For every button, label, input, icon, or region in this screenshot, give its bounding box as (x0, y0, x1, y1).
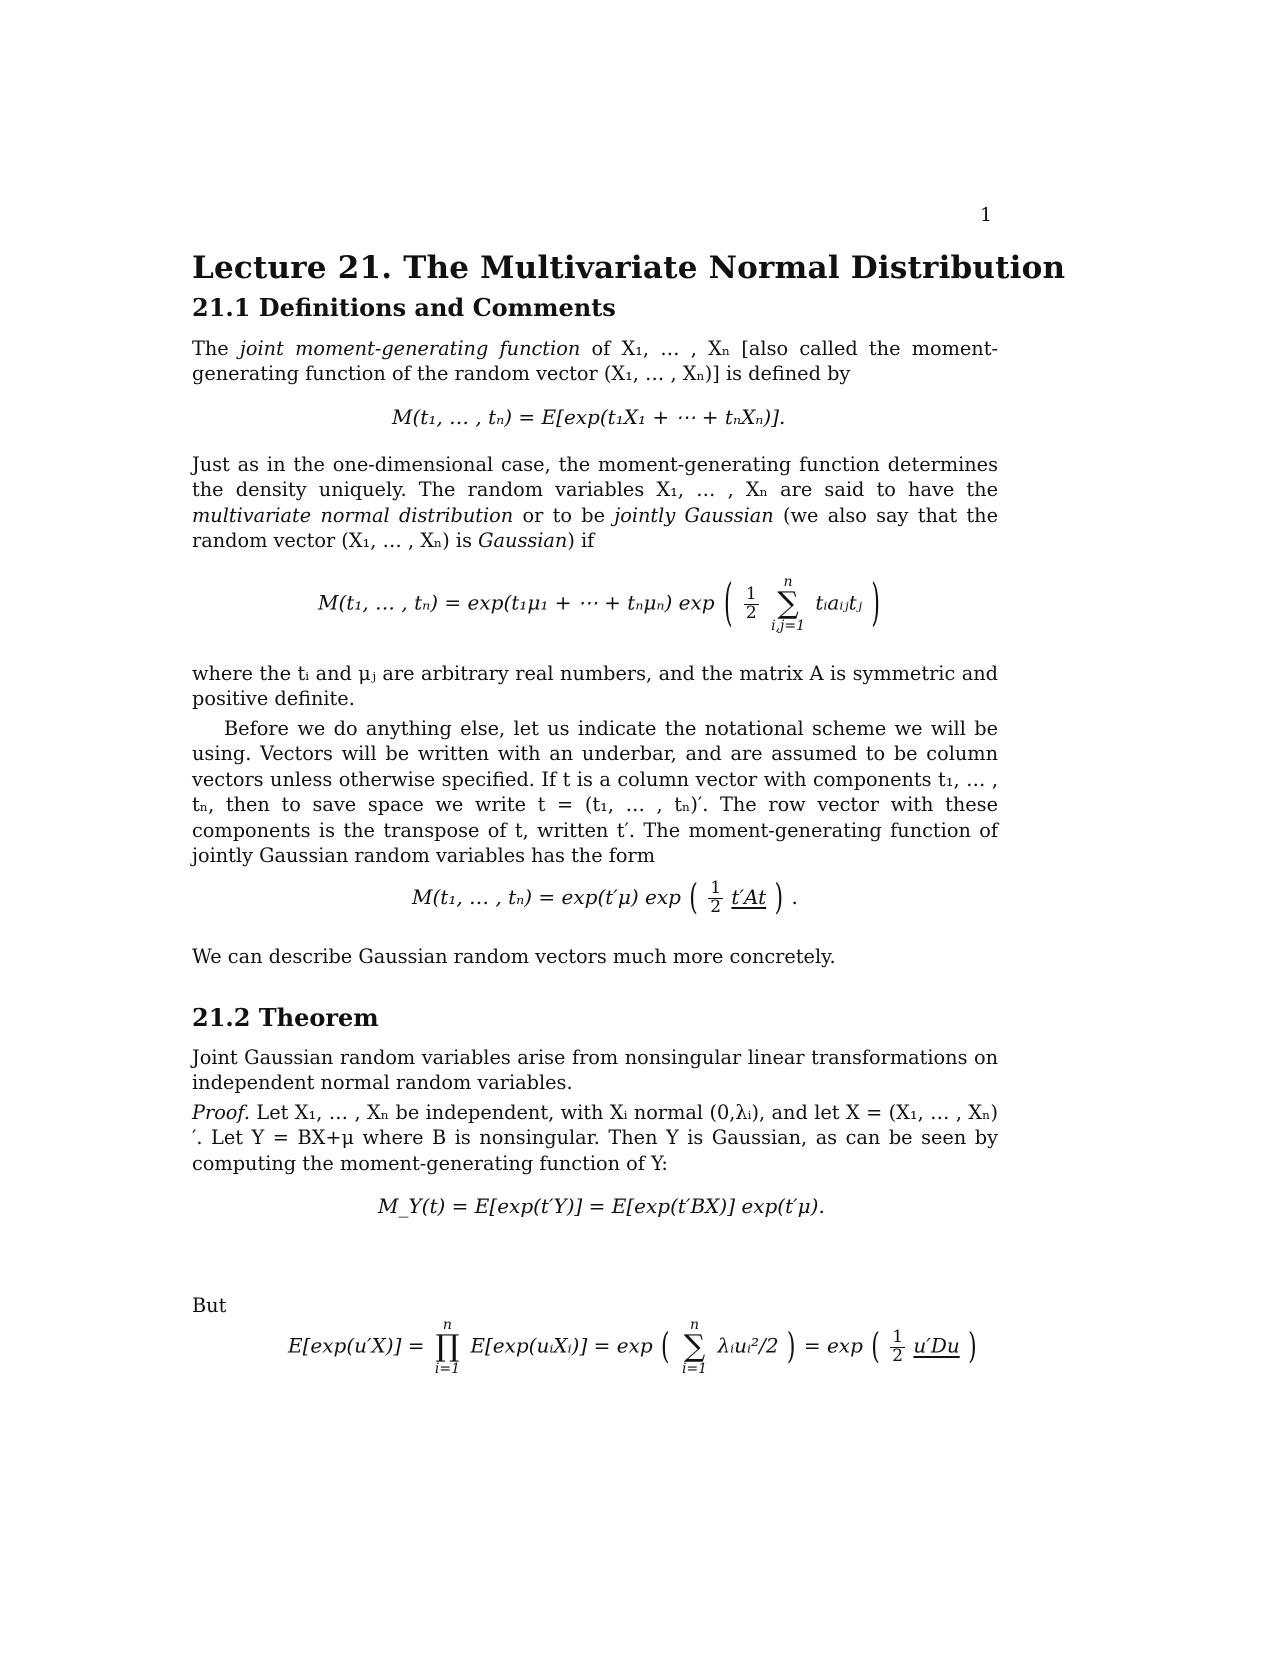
paragraph-jointly-gaussian (192, 452, 998, 554)
right-paren: ) (786, 1327, 796, 1367)
proof-label: Proof. (192, 1101, 250, 1124)
sum-lower-limit: i,j=1 (771, 618, 806, 634)
quadratic-form: u′Du (913, 1333, 960, 1358)
sum-upper-limit: n (690, 1317, 700, 1333)
denominator: 2 (745, 602, 757, 623)
equation-product-expansion (288, 1318, 979, 1376)
text: ) if (567, 529, 595, 553)
text: or to be (513, 503, 615, 527)
paragraph-notation (192, 716, 998, 868)
numerator: 1 (892, 1326, 904, 1347)
emphasis-term: multivariate normal distribution (192, 503, 514, 527)
equation-lhs: E[exp(u′X)] = (288, 1333, 425, 1358)
equation-mgf-of-y: M_Y(t) = E[exp(t′Y)] = E[exp(t′BX)] exp(t′μ). (378, 1194, 825, 1218)
right-paren: ) (774, 878, 784, 919)
left-paren: ( (871, 1327, 880, 1367)
denominator: 2 (710, 896, 722, 917)
section-heading-definitions: 21.1 Definitions and Comments (192, 293, 616, 322)
equation-lhs: M(t₁, … , tₙ) = exp(t′μ) exp (412, 884, 681, 909)
product-term: E[exp(uᵢXᵢ)] = exp (470, 1333, 653, 1358)
proof-text: Let X₁, … , Xₙ be independent, with Xᵢ normal (0,λᵢ), and let X = (X₁, … , Xₙ)′. Let Y = BX+μ where B is nonsingular. Then Y is Gaussian, as can be seen by computing the moment-generating function of Y: (192, 1101, 998, 1175)
sum-upper-limit: n (783, 574, 793, 590)
text: of X₁, … , Xₙ [also called the moment-generating function of the random vector (X₁, … , Xₙ)] is defined by (192, 337, 998, 386)
left-paren: ( (723, 575, 733, 633)
equals-exp: = exp (803, 1333, 863, 1358)
lecture-title: Lecture 21. The Multivariate Normal Distribution (192, 250, 1066, 286)
numerator: 1 (745, 583, 757, 604)
equation-mgf: M(t₁, … , tₙ) = E[exp(t₁X₁ + ⋯ + tₙXₙ)]. (392, 405, 786, 429)
equation-gaussian-mgf (318, 575, 883, 633)
product-lower-limit: i=1 (434, 1361, 460, 1377)
numerator: 1 (710, 878, 722, 898)
text: The (192, 337, 240, 360)
period: . (791, 884, 798, 909)
product-icon: ∏ (435, 1329, 460, 1364)
fraction-half (890, 1326, 905, 1366)
equation-vector-mgf (412, 880, 798, 917)
product-upper-limit: n (442, 1317, 452, 1333)
text: Just as in the one-dimensional case, the moment-generating function determines the density uniquely. The random variables X₁, … , Xₙ are said to have the (192, 453, 998, 502)
summation (682, 1318, 707, 1376)
emphasis-term: Gaussian (478, 529, 568, 553)
paragraph-parameters: where the tᵢ and μⱼ are arbitrary real numbers, and the matrix A is symmetric and positive definite. (192, 662, 998, 711)
left-paren: ( (689, 878, 698, 919)
section-heading-theorem: 21.2 Theorem (192, 1003, 379, 1032)
equation-lhs: M(t₁, … , tₙ) = exp(t₁μ₁ + ⋯ + tₙμₙ) exp (318, 590, 715, 615)
quadratic-form: t′At (731, 884, 767, 909)
product (435, 1318, 460, 1376)
word-but: But (192, 1294, 227, 1317)
summand: tᵢaᵢⱼtⱼ (815, 590, 862, 615)
paragraph-mgf-definition (192, 336, 998, 387)
summation (771, 575, 805, 633)
sigma-icon: ∑ (683, 1329, 706, 1364)
emphasis-term: jointly Gaussian (614, 503, 774, 527)
paragraph-theorem-statement: Joint Gaussian random variables arise from nonsingular linear transformations on independent normal random variables. (192, 1046, 998, 1095)
text: (we also say that the random vector (X₁, … , Xₙ) is (192, 503, 998, 553)
fraction-half (744, 583, 759, 623)
denominator: 2 (892, 1345, 904, 1366)
right-paren: ) (871, 575, 880, 633)
paragraph-proof (192, 1100, 998, 1176)
emphasis-term: joint moment-generating function (239, 337, 581, 360)
paragraph-transition: We can describe Gaussian random vectors much more concretely. (192, 945, 836, 968)
sum-lower-limit: i=1 (681, 1361, 708, 1377)
left-paren: ( (661, 1327, 670, 1367)
fraction-half (708, 880, 723, 917)
sum-term: λᵢuᵢ²/2 (717, 1333, 779, 1358)
right-paren: ) (968, 1327, 977, 1367)
notation-text: Before we do anything else, let us indicate the notational scheme we will be using. Vectors will be written with an underbar, and are assumed to be column vectors unless otherwise specified. If t is a column vector with components t₁, … , tₙ, then to save space we write t = (t₁, … , tₙ)′. The row vector with these components is the transpose of t, written t′. The moment-generating function of jointly Gaussian random variables has the form (192, 717, 998, 868)
page-number: 1 (980, 204, 993, 226)
sigma-icon: ∑ (777, 586, 799, 621)
